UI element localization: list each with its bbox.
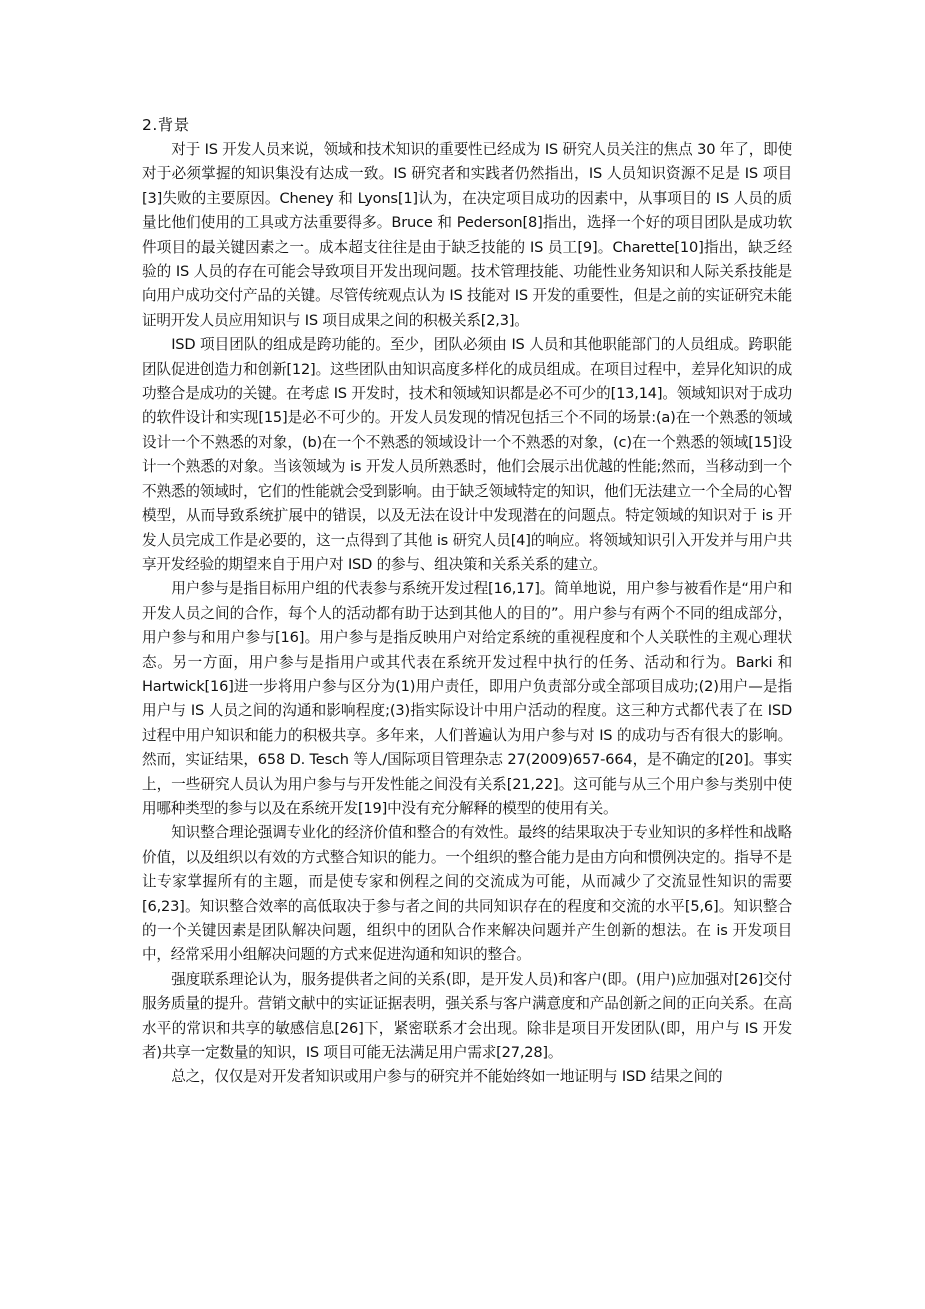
- paragraph-knowledge-integration: 知识整合理论强调专业化的经济价值和整合的有效性。最终的结果取决于专业知识的多样性和战略价值，以及组织以有效的方式整合知识的能力。一个组织的整合能力是由方向和惯例决定的。指导不是让专家掌握所有的主题，而是使专家和例程之间的交流成为可能，从而减少了交流显性知识的需要[6,23]。知识整合效率的高低取决于参与者之间的共同知识存在的程度和交流的水平[5,6]。知识整合的一个关键因素是团队解决问题，组织中的团队合作来解决问题并产生创新的想法。在 is 开发项目中，经常采用小组解决问题的方式来促进沟通和知识的整合。: [142, 824, 792, 964]
- paragraph-user-participation: 用户参与是指目标用户组的代表参与系统开发过程[16,17]。简单地说，用户参与被看作是“用户和开发人员之间的合作，每个人的活动都有助于达到其他人的目的”。用户参与有两个不同的组成部分，用户参与和用户参与[16]。用户参与是指反映用户对给定系统的重视程度和个人关联性的主观心理状态。另一方面，用户参与是指用户或其代表在系统开发过程中执行的任务、活动和行为。Barki 和 Hartwick[16]进一步将用户参与区分为(1)用户责任，即用户负责部分或全部项目成功;(2)用户—是指用户与 IS 人员之间的沟通和影响程度;(3)指实际设计中用户活动的程度。这三种方式都代表了在 ISD 过程中用户知识和能力的积极共享。多年来，人们普遍认为用户参与对 IS 的成功与否有很大的影响。然而，实证结果，658 D. Tesch 等人/国际项目管理杂志 27(2009)657-664，是不确定的[20]。事实上，一些研究人员认为用户参与与开发性能之间没有关系[21,22]。这可能与从三个用户参与类别中使用哪种类型的参与以及在系统开发[19]中没有充分解释的模型的使用有关。: [142, 580, 792, 817]
- paragraph-summary: 总之，仅仅是对开发者知识或用户参与的研究并不能始终如一地证明与 ISD 结果之间的: [171, 1068, 723, 1086]
- paragraph-isd-team-composition: ISD 项目团队的组成是跨功能的。至少，团队必须由 IS 人员和其他职能部门的人员组成。跨职能团队促进创造力和创新[12]。这些团队由知识高度多样化的成员组成。在项目过程中，差异化知识的成功整合是成功的关键。在考虑 IS 开发时，技术和领域知识都是必不可少的[13,14]。领域知识对于成功的软件设计和实现[15]是必不可少的。开发人员发现的情况包括三个不同的场景:(a)在一个熟悉的领域设计一个不熟悉的对象，(b)在一个不熟悉的领域设计一个不熟悉的对象，(c)在一个熟悉的领域[15]设计一个熟悉的对象。当该领域为 is 开发人员所熟悉时，他们会展示出优越的性能;然而，当移动到一个不熟悉的领域时，它们的性能就会受到影响。由于缺乏领域特定的知识，他们无法建立一个全局的心智模型，从而导致系统扩展中的错误，以及无法在设计中发现潜在的问题点。特定领域的知识对于 is 开发人员完成工作是必要的，这一点得到了其他 is 研究人员[4]的响应。将领域知识引入开发并与用户共享开发经验的期望来自于用户对 ISD 的参与、组决策和关系关系的建立。: [142, 336, 792, 573]
- document-page: [142, 112, 792, 1090]
- paragraph-developer-knowledge: 对于 IS 开发人员来说，领域和技术知识的重要性已经成为 IS 研究人员关注的焦点 30 年了，即使对于必须掌握的知识集没有达成一致。IS 研究者和实践者仍然指出，IS 人员知识资源不足是 IS 项目[3]失败的主要原因。Cheney 和 Lyons[1]认为，在决定项目成功的因素中，从事项目的 IS 人员的质量比他们使用的工具或方法重要得多。Bruce 和 Pederson[8]指出，选择一个好的项目团队是成功软件项目的最关键因素之一。成本超支往往是由于缺乏技能的 IS 员工[9]。Charette[10]指出，缺乏经验的 IS 人员的存在可能会导致项目开发出现问题。技术管理技能、功能性业务知识和人际关系技能是向用户成功交付产品的关键。尽管传统观点认为 IS 技能对 IS 开发的重要性，但是之前的实证研究未能证明开发人员应用知识与 IS 项目成果之间的积极关系[2,3]。: [142, 141, 792, 329]
- paragraph-strong-ties-theory: 强度联系理论认为，服务提供者之间的关系(即，是开发人员)和客户(即。(用户)应加强对[26]交付服务质量的提升。营销文献中的实证证据表明，强关系与客户满意度和产品创新之间的正向关系。在高水平的常识和共享的敏感信息[26]下，紧密联系才会出现。除非是项目开发团队(即，用户与 IS 开发者)共享一定数量的知识，IS 项目可能无法满足用户需求[27,28]。: [142, 970, 792, 1062]
- section-heading: 2.背景: [142, 116, 190, 134]
